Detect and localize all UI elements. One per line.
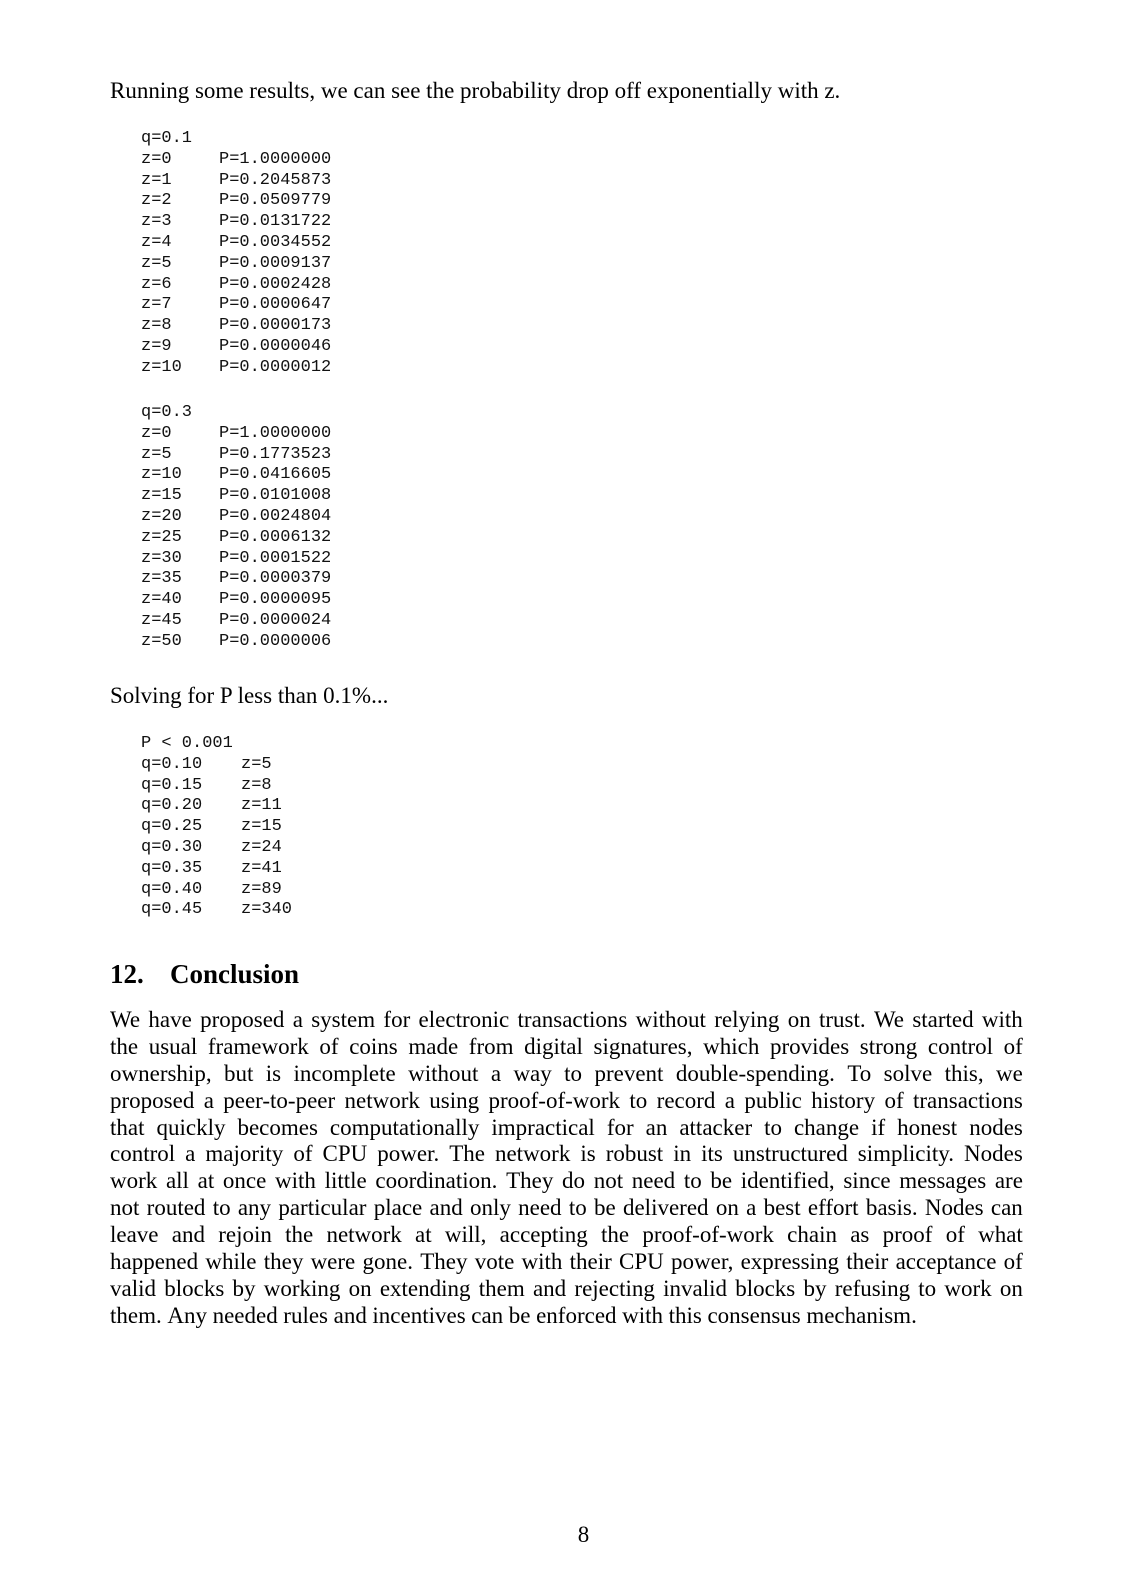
table-row [141,880,292,901]
table-cell-z: z=3 [141,212,172,232]
table-cell-p: P=0.0509779 [219,191,332,211]
table-cell-p: P=0.0000012 [219,357,332,377]
table-cell-p: P=0.0009137 [219,253,332,273]
table-cell-p: P=0.0000006 [219,631,332,651]
table-row [141,191,331,212]
table-cell-z: z=8 [141,316,172,336]
table-row [141,275,331,296]
table-row [141,755,292,776]
table-cell-z: z=10 [141,465,182,485]
table-cell-z: z=8 [241,775,272,795]
table-cell-p: P=0.0000379 [219,569,332,589]
table-cell-z: z=5 [141,253,172,273]
table-row [141,212,331,233]
table-cell-z: z=6 [141,274,172,294]
table-row [141,295,331,316]
table-cell-z: z=20 [141,506,182,526]
table-cell-p: P=0.2045873 [219,170,332,190]
table-row [141,507,331,528]
results-table-header: q=0.1 [141,129,193,148]
threshold-table-header: P < 0.001 [141,734,233,753]
results-table-q-0-3 [141,403,331,653]
table-row [141,859,292,880]
table-cell-q: q=0.45 [141,900,203,920]
table-row [141,528,331,549]
results-table-q-0-1 [141,129,331,379]
table-cell-z: z=5 [141,444,172,464]
table-cell-p: P=0.0001522 [219,548,332,568]
table-row [141,838,292,859]
table-cell-z: z=30 [141,548,182,568]
table-cell-z: z=15 [241,817,282,837]
section-title: Conclusion [170,959,300,989]
text-line: happened while they were gone. They vote with their CPU power, expressing their acceptance of [110,1249,1023,1275]
table-cell-z: z=11 [241,796,282,816]
text-line: the usual framework of coins made from digital signatures, which provides strong control of [110,1033,1023,1059]
conclusion-paragraph [110,1007,1023,1330]
table-row [141,171,331,192]
text-line: work all at once with little coordination. They do not need to be identified, since messages are [110,1168,1023,1194]
table-row [141,590,331,611]
table-cell-p: P=0.1773523 [219,444,332,464]
table-cell-z: z=25 [141,527,182,547]
section-heading-conclusion [110,958,299,990]
table-row [141,569,331,590]
table-cell-p: P=0.0000046 [219,336,332,356]
table-cell-q: q=0.35 [141,858,203,878]
table-cell-z: z=10 [141,357,182,377]
table-cell-z: z=9 [141,336,172,356]
table-row [141,486,331,507]
table-cell-q: q=0.15 [141,775,203,795]
table-row [141,632,331,653]
table-row [141,424,331,445]
table-cell-p: P=0.0131722 [219,212,332,232]
text-line: valid blocks by working on extending them and rejecting invalid blocks by refusing to work on [110,1275,1023,1301]
table-cell-p: P=0.0006132 [219,527,332,547]
text-line: We have proposed a system for electronic transactions without relying on trust. We started with [110,1007,1023,1032]
text-line: not routed to any particular place and only need to be delivered on a best effort basis. Nodes can [110,1195,1023,1221]
table-cell-q: q=0.30 [141,837,203,857]
table-cell-q: q=0.25 [141,817,203,837]
table-cell-p: P=1.0000000 [219,149,332,169]
intro-paragraph: Running some results, we can see the probability drop off exponentially with z. [110,78,841,103]
table-cell-z: z=7 [141,295,172,315]
text-line: proposed a peer-to-peer network using proof-of-work to record a public history of transactions [110,1087,1023,1113]
table-row [141,776,292,797]
table-cell-z: z=24 [241,837,282,857]
table-cell-z: z=0 [141,149,172,169]
table-cell-z: z=340 [241,900,293,920]
table-row [141,611,331,632]
table-cell-q: q=0.40 [141,879,203,899]
table-cell-q: q=0.10 [141,754,203,774]
table-cell-z: z=40 [141,590,182,610]
table-cell-z: z=41 [241,858,282,878]
solving-paragraph: Solving for P less than 0.1%... [110,683,389,708]
table-row [141,337,331,358]
text-line: leave and rejoin the network at will, accepting the proof-of-work chain as proof of what [110,1222,1023,1248]
table-row [141,233,331,254]
table-cell-p: P=0.0416605 [219,465,332,485]
table-row [141,316,331,337]
table-cell-z: z=50 [141,631,182,651]
table-cell-z: z=45 [141,610,182,630]
table-cell-p: P=0.0034552 [219,232,332,252]
table-row [141,465,331,486]
table-row [141,796,292,817]
table-cell-z: z=5 [241,754,272,774]
table-cell-z: z=4 [141,232,172,252]
results-table-header: q=0.3 [141,403,193,422]
threshold-table-p-0-001 [141,734,292,921]
text-line: that quickly becomes computationally impractical for an attacker to change if honest nodes [110,1114,1023,1140]
text-line: them. Any needed rules and incentives can be enforced with this consensus mechanism. [110,1302,917,1328]
table-row [141,358,331,379]
table-cell-z: z=2 [141,191,172,211]
table-cell-p: P=1.0000000 [219,423,332,443]
table-row [141,817,292,838]
table-cell-q: q=0.20 [141,796,203,816]
table-cell-p: P=0.0000024 [219,610,332,630]
table-row [141,254,331,275]
table-cell-z: z=1 [141,170,172,190]
table-cell-z: z=15 [141,486,182,506]
table-cell-z: z=0 [141,423,172,443]
table-row [141,150,331,171]
table-cell-p: P=0.0000647 [219,295,332,315]
table-row [141,900,292,921]
table-cell-z: z=35 [141,569,182,589]
table-cell-p: P=0.0000095 [219,590,332,610]
page-number: 8 [577,1522,590,1547]
table-cell-p: P=0.0024804 [219,506,332,526]
table-row [141,445,331,466]
table-cell-p: P=0.0000173 [219,316,332,336]
section-number: 12. [110,959,144,989]
table-cell-p: P=0.0002428 [219,274,332,294]
table-cell-p: P=0.0101008 [219,486,332,506]
table-cell-z: z=89 [241,879,282,899]
text-line: control a majority of CPU power. The network is robust in its unstructured simplicity. Nodes [110,1141,1023,1167]
table-row [141,549,331,570]
text-line: ownership, but is incomplete without a way to prevent double-spending. To solve this, we [110,1060,1023,1086]
